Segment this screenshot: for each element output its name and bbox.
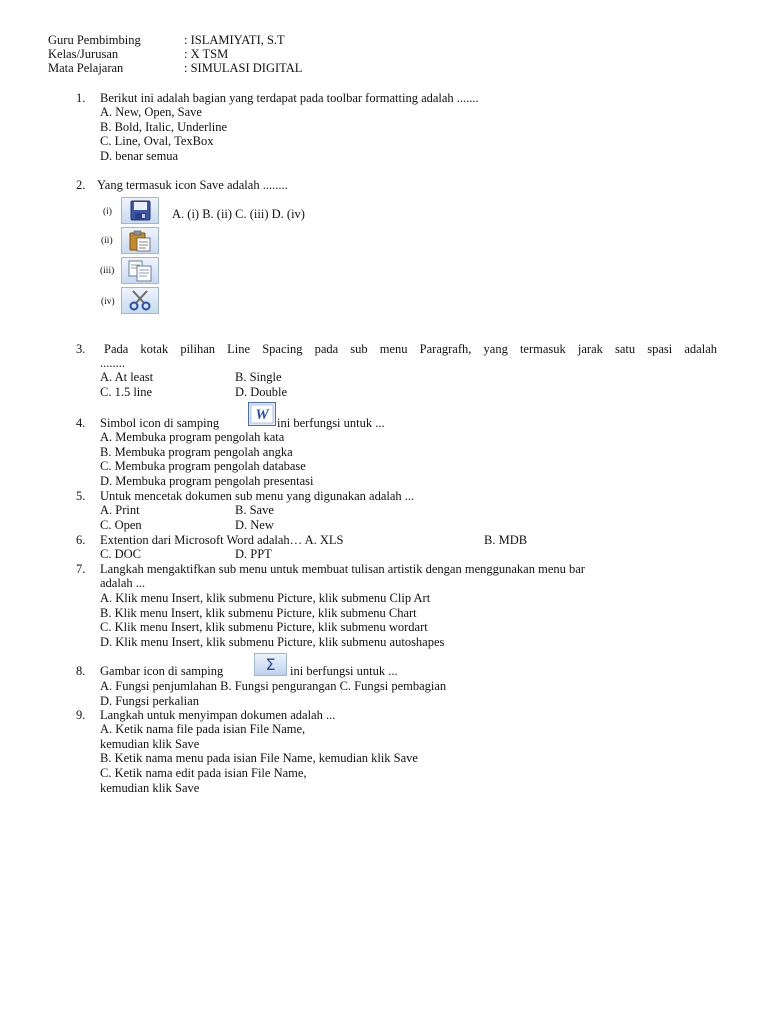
option-d: D. New: [235, 518, 274, 532]
option-c: C. Open: [100, 518, 142, 532]
icon-label-i: (i): [103, 207, 112, 217]
option-d: D. Fungsi perkalian: [100, 694, 199, 708]
option-b: B. Save: [235, 503, 274, 517]
class-label: Kelas/Jurusan: [48, 47, 119, 61]
teacher-value: : ISLAMIYATI, S.T: [184, 33, 285, 47]
question-stem: Simbol icon di samping: [100, 416, 220, 430]
option-b: B. Klik menu Insert, klik submenu Picture, klik submenu Chart: [100, 606, 417, 620]
class-value: : X TSM: [184, 47, 229, 61]
question-2-options: A. (i) B. (ii) C. (iii) D. (iv): [172, 207, 305, 221]
option-b: B. Ketik nama menu pada isian File Name, kemudian klik Save: [100, 751, 418, 765]
option-d: D. Klik menu Insert, klik submenu Picture, klik submenu autoshapes: [100, 635, 445, 649]
option-d: D. Double: [235, 385, 288, 399]
question-stem-continued: adalah ...: [100, 576, 146, 590]
subject-value: : SIMULASI DIGITAL: [184, 61, 303, 75]
question-stem-after: ini berfungsi untuk ...: [277, 416, 385, 430]
word-icon: [248, 402, 276, 426]
option-c: C. 1.5 line: [100, 385, 153, 399]
svg-text:Σ: Σ: [265, 655, 276, 674]
option-b: B. Single: [235, 370, 282, 384]
question-stem: Pada kotak pilihan Line Spacing pada sub menu Paragrafh, yang termasuk jarak satu spasi adalah: [104, 342, 717, 356]
option-a: A. Print: [100, 503, 140, 517]
question-stem: Berikut ini adalah bagian yang terdapat pada toolbar formatting adalah .......: [100, 91, 479, 105]
copy-icon: [121, 257, 159, 284]
question-number: 5.: [76, 489, 86, 503]
question-number: 7.: [76, 562, 86, 576]
question-number: 9.: [76, 708, 86, 722]
option-b: B. Bold, Italic, Underline: [100, 120, 228, 134]
icon-label-iv: (iv): [101, 297, 115, 307]
teacher-label: Guru Pembimbing: [48, 33, 141, 47]
header-class-row: [48, 47, 228, 62]
question-number: 3.: [76, 342, 86, 356]
question-number: 1.: [76, 91, 86, 105]
question-stem: Langkah mengaktifkan sub menu untuk membuat tulisan artistik dengan menggunakan menu bar: [100, 562, 585, 576]
question-stem: Untuk mencetak dokumen sub menu yang digunakan adalah ...: [100, 489, 415, 503]
question-stem: Yang termasuk icon Save adalah ........: [97, 178, 288, 192]
option-c: C. Membuka program pengolah database: [100, 459, 306, 473]
option-a-continued: kemudian klik Save: [100, 737, 200, 751]
option-c-continued: kemudian klik Save: [100, 781, 200, 795]
question-stem: Langkah untuk menyimpan dokumen adalah ...: [100, 708, 336, 722]
question-number: 2.: [76, 178, 86, 192]
header-subject-row: [48, 61, 302, 76]
paste-icon: [121, 227, 159, 254]
option-a: A. Membuka program pengolah kata: [100, 430, 285, 444]
option-a: A. At least: [100, 370, 154, 384]
icon-label-iii: (iii): [100, 266, 115, 276]
option-d: D. Membuka program pengolah presentasi: [100, 474, 314, 488]
question-stem-continued: ........: [100, 356, 125, 370]
icon-label-ii: (ii): [101, 236, 113, 246]
sum-icon: [254, 653, 287, 676]
option-c: C. Ketik nama edit pada isian File Name,: [100, 766, 307, 780]
header-teacher-row: [48, 33, 285, 48]
option-d: D. PPT: [235, 547, 272, 561]
option-c: C. Line, Oval, TexBox: [100, 134, 214, 148]
svg-text:W: W: [255, 407, 269, 423]
save-icon: [121, 197, 159, 224]
option-a: A. Klik menu Insert, klik submenu Picture, klik submenu Clip Art: [100, 591, 431, 605]
question-number: 8.: [76, 664, 86, 678]
subject-label: Mata Pelajaran: [48, 61, 124, 75]
option-c: C. Klik menu Insert, klik submenu Picture, klik submenu wordart: [100, 620, 428, 634]
option-d: D. benar semua: [100, 149, 179, 163]
question-number: 6.: [76, 533, 86, 547]
options-abc: A. Fungsi penjumlahan B. Fungsi pengurangan C. Fungsi pembagian: [100, 679, 447, 693]
option-a: A. New, Open, Save: [100, 105, 202, 119]
option-b: B. MDB: [484, 533, 528, 547]
option-b: B. Membuka program pengolah angka: [100, 445, 293, 459]
question-stem: Gambar icon di samping: [100, 664, 224, 678]
question-number: 4.: [76, 416, 86, 430]
question-stem: Extention dari Microsoft Word adalah… A. XLS: [100, 533, 344, 547]
cut-icon: [121, 287, 159, 314]
option-a: A. Ketik nama file pada isian File Name,: [100, 722, 306, 736]
option-c: C. DOC: [100, 547, 141, 561]
question-stem-after: ini berfungsi untuk ...: [290, 664, 398, 678]
